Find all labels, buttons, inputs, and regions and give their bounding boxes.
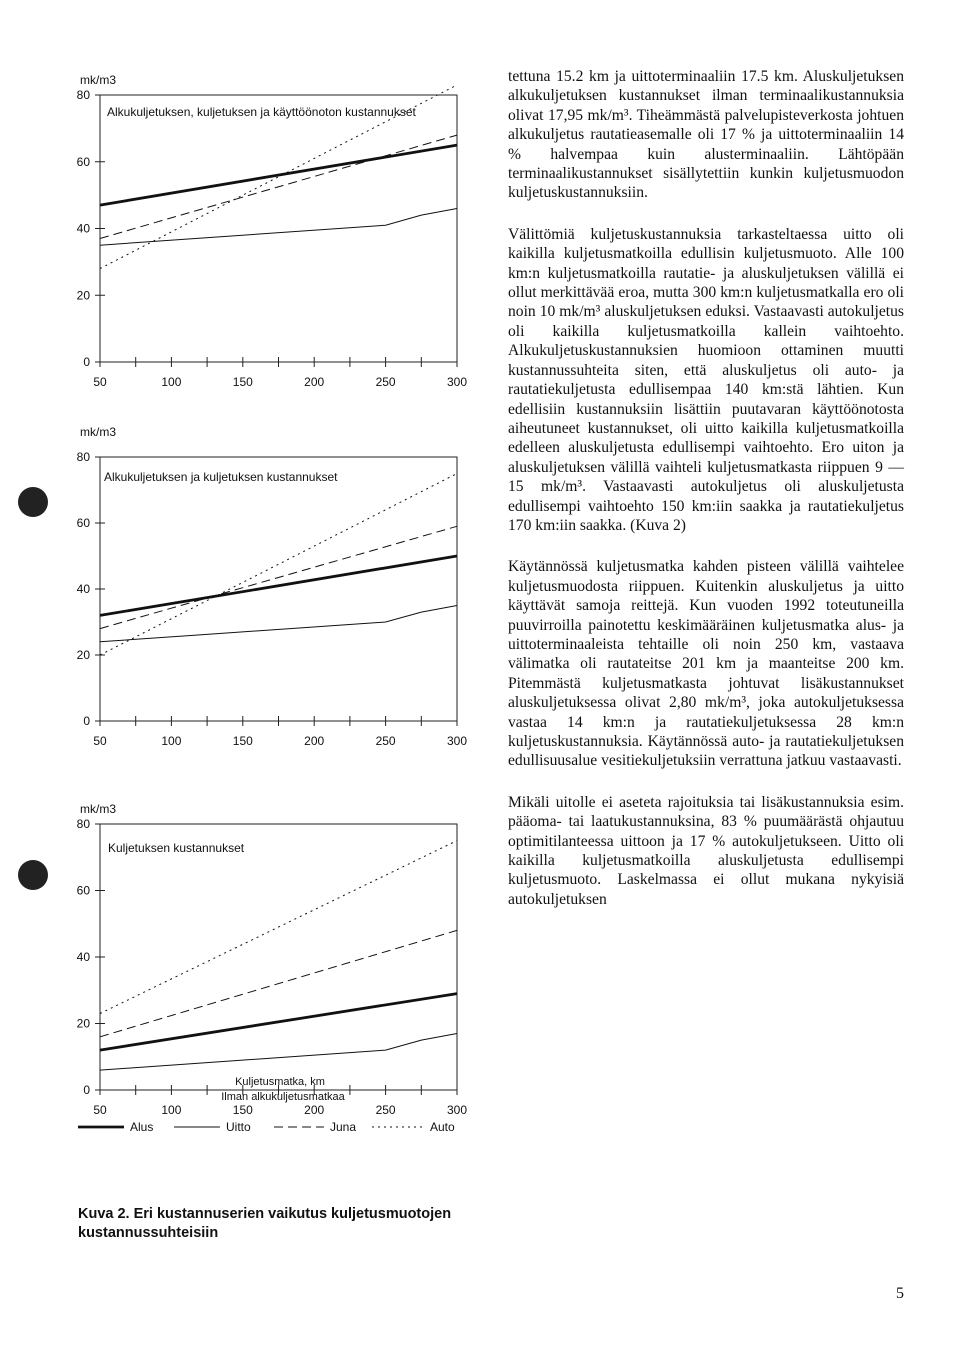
x-tick-label: 200 bbox=[304, 1103, 325, 1117]
series-line-alus bbox=[100, 145, 457, 205]
chart-frame bbox=[100, 824, 457, 1090]
chart-1 bbox=[0, 60, 480, 389]
x-tick-label: 300 bbox=[446, 375, 468, 389]
chart-title: Alkukuljetuksen ja kuljetuksen kustannukset bbox=[104, 470, 338, 484]
y-tick-label: 80 bbox=[76, 817, 90, 831]
paragraph-1: tettuna 15.2 km ja uittoterminaaliin 17.5 km. Aluskuljetuksen alkukuljetuksen kustannukset ilman terminaalikustannuksia olivat 17,95 mk/m³. Tiheämmästä palvelupisteverkosta johtuen alkukuljetus rautatieasemalle oli 17 % ja uittoterminaaliin 14 % halvempaa kuin alusterminaaliin. Lähtöpään terminaalikustannukset sisällytettiin kunkin kuljetusmuodon kuljetuskustannuksiin. bbox=[508, 68, 904, 202]
series-line-uitto bbox=[100, 209, 457, 246]
series-line-uitto bbox=[100, 606, 457, 642]
chart-ylabel: mk/m3 bbox=[80, 425, 116, 439]
x-tick-label: 250 bbox=[375, 375, 396, 389]
legend-item-uitto bbox=[174, 1120, 251, 1134]
x-tick-label: 250 bbox=[375, 1103, 396, 1117]
y-tick-label: 60 bbox=[76, 883, 90, 898]
x-tick-label: 50 bbox=[93, 1103, 107, 1117]
legend-label: Uitto bbox=[226, 1120, 251, 1134]
y-tick-label: 40 bbox=[76, 221, 90, 236]
body-text-column bbox=[508, 67, 904, 931]
y-tick-label: 80 bbox=[76, 88, 90, 102]
x-tick-label: 150 bbox=[232, 734, 253, 748]
y-tick-label: 0 bbox=[83, 1083, 90, 1097]
legend-swatch-alus bbox=[78, 1123, 124, 1131]
x-tick-label: 150 bbox=[232, 375, 253, 389]
chart-ylabel: mk/m3 bbox=[80, 73, 116, 87]
chart-frame bbox=[100, 457, 457, 721]
chart-xlabel: Kuljetusmatka, km bbox=[235, 1076, 325, 1088]
paragraph-4: Mikäli uitolle ei aseteta rajoituksia tai lisäkustannuksia esim. pääoma- tai laatukustannuksina, 83 % puumäärästä ohjautuu optimitilanteessa uittoon ja 17 % autokuljetukseen. Uitto oli kaikilla kuljetusmatkoilla aluskuljetusta edullisempi kuljetusmuoto. Laskelmassa ei ollut mukana nykyisiä autokuljetuksen bbox=[508, 793, 904, 908]
legend-item-alus bbox=[78, 1120, 153, 1134]
y-tick-label: 60 bbox=[76, 154, 90, 169]
series-line-alus bbox=[100, 556, 457, 615]
legend-swatch-auto bbox=[372, 1123, 424, 1131]
paragraph-3: Käytännössä kuljetusmatka kahden pisteen välillä vaihtelee kuljetusmuodosta riippuen. Kuitenkin aluskuljetus ja uitto käyttävät samoja reittejä. Kun vuoden 1992 toteutuneilla puuvirroilla painotettu keskimääräinen kuljetusmatka alus- ja uittoterminaaleista tehtaille oli noin 250 km, vastaava välimatka oli rautateitse 201 km ja maanteitse 200 km. Pitemmästä kuljetusmatkasta johtuvat lisäkustannukset aluskuljetuksessa olivat 2,80 mk/m³, joka autokuljetuksessa vastaa 14 km:n ja rautatiekuljetuksessa 28 km:n kuljetuskustannuksia. Käytännössä auto- ja rautatiekuljetuksen edullisuusalue vesitiekuljetuksiin verrattuna jatkuu vastaavasti. bbox=[508, 558, 904, 770]
y-tick-label: 80 bbox=[76, 450, 90, 464]
legend-label: Juna bbox=[330, 1120, 357, 1134]
series-line-juna bbox=[100, 135, 457, 238]
legend-label: Alus bbox=[130, 1120, 154, 1134]
x-tick-label: 100 bbox=[161, 1103, 182, 1117]
legend-swatch-juna bbox=[274, 1123, 324, 1131]
legend-label: Auto bbox=[430, 1120, 455, 1134]
chart-xlabel-sub: Ilman alkukuljetusmatkaa bbox=[221, 1091, 345, 1103]
legend-swatch-uitto bbox=[174, 1123, 220, 1131]
chart-3 bbox=[0, 798, 480, 1117]
series-line-uitto bbox=[100, 1034, 457, 1071]
x-tick-label: 50 bbox=[93, 734, 107, 748]
chart-title: Alkukuljetuksen, kuljetuksen ja käyttöönoton kustannukset bbox=[107, 105, 416, 119]
figure-caption: Kuva 2. Eri kustannuserien vaikutus kuljetusmuotojen kustannussuhteisiin bbox=[78, 1206, 452, 1241]
legend-item-juna bbox=[274, 1120, 356, 1134]
chart-2 bbox=[0, 423, 480, 748]
y-tick-label: 20 bbox=[76, 648, 90, 662]
x-tick-label: 50 bbox=[93, 375, 107, 389]
series-line-alus bbox=[100, 994, 457, 1051]
legend-item-auto bbox=[372, 1120, 455, 1134]
page-number: 5 bbox=[896, 1285, 904, 1302]
series-line-auto bbox=[100, 841, 457, 1014]
x-tick-label: 300 bbox=[446, 734, 468, 748]
y-tick-label: 20 bbox=[76, 1016, 90, 1031]
x-tick-label: 150 bbox=[232, 1103, 253, 1117]
x-tick-label: 250 bbox=[375, 734, 396, 748]
x-tick-label: 300 bbox=[446, 1103, 468, 1117]
y-tick-label: 20 bbox=[76, 288, 90, 303]
x-tick-label: 200 bbox=[304, 734, 325, 748]
y-tick-label: 40 bbox=[76, 582, 90, 596]
series-line-juna bbox=[100, 526, 457, 628]
chart-title: Kuljetuksen kustannukset bbox=[108, 841, 245, 855]
chart-frame bbox=[100, 95, 457, 362]
paragraph-2: Välittömiä kuljetuskustannuksia tarkasteltaessa uitto oli kaikilla kuljetusmatkoilla edullisin kuljetusmuoto. Alle 100 km:n kuljetusmatkoilla rautatie- ja aluskuljetuksen välillä ei ollut merkittävää eroa, mutta 300 km:n kuljetusmatkalla ero oli noin 10 mk/m³ aluskuljetuksen eduksi. Vastaavasti autokuljetus oli kaikilla kuljetusmatkoilla kallein vaihtoehto. Alkukuljetuskustannuksien huomioon ottaminen muutti kustannussuhteita siten, että aluskuljetus oli auto- ja rautatiekuljetusta edullisempaa 140 km:stä lähtien. Kun edellisiin kustannuksiin lisättiin puutavaran käyttöönotosta aiheutuneet kustannukset, oli uitto kaikilla kuljetusmatkoilla edelleen aluskuljetusta edullisempi vaihtoehto. Ero uiton ja aluskuljetuksen välillä vaihteli kuljetusmatkasta riippuen 9 — 15 mk/m³. Vastaavasti autokuljetus oli aluskuljetusta edullisempi vaihtoehto 150 km:iin saakka ja rautatiekuljetus 170 km:iin saakka. (Kuva 2) bbox=[508, 225, 904, 534]
chart-ylabel: mk/m3 bbox=[80, 802, 116, 816]
y-tick-label: 60 bbox=[76, 516, 90, 530]
x-tick-label: 100 bbox=[161, 734, 182, 748]
x-tick-label: 100 bbox=[161, 375, 182, 389]
chart-legend bbox=[78, 1120, 478, 1142]
x-tick-label: 200 bbox=[304, 375, 325, 389]
y-tick-label: 0 bbox=[83, 714, 90, 728]
y-tick-label: 40 bbox=[76, 950, 90, 964]
y-tick-label: 0 bbox=[83, 355, 90, 369]
